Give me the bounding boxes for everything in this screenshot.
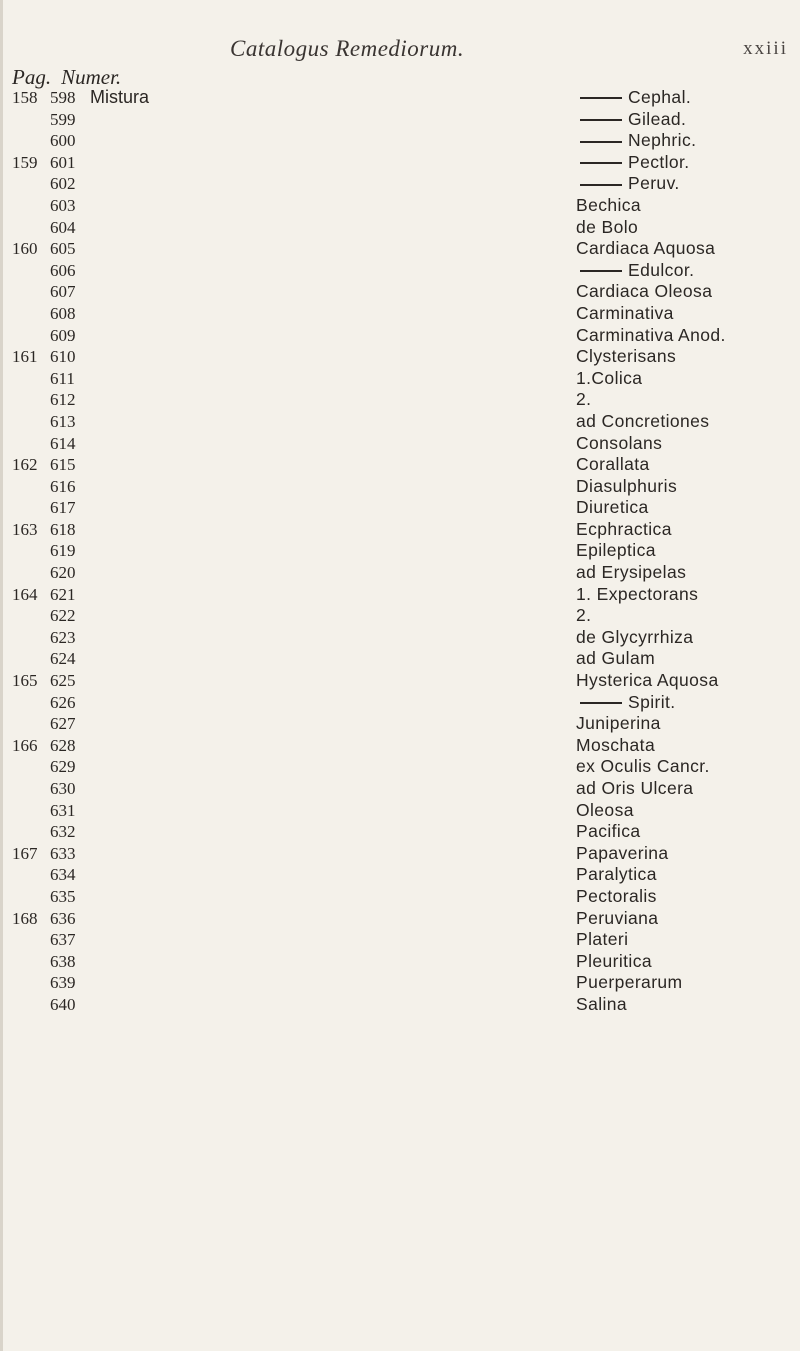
remedy-name-cell [576, 908, 658, 930]
remedy-name-cell [576, 713, 661, 735]
remedy-name: Carminativa Anod. [576, 324, 726, 345]
list-item [0, 713, 800, 735]
entry-number: 601 [50, 152, 76, 172]
entry-number: 618 [50, 519, 76, 539]
remedy-name-cell [576, 476, 677, 498]
remedy-name: Moschata [576, 734, 656, 755]
ditto-dash [580, 119, 622, 121]
remedy-name: Diuretica [576, 497, 649, 518]
entry-number: 620 [50, 563, 76, 583]
remedy-name-cell [576, 756, 710, 778]
page-ref: 162 [12, 455, 38, 475]
list-item [0, 908, 800, 930]
remedy-name: Cephal. [628, 87, 692, 107]
remedy-name-cell [576, 497, 649, 519]
list-item [0, 756, 800, 778]
remedy-name: Nephric. [628, 130, 697, 151]
entry-number: 640 [50, 994, 76, 1014]
page-ref: 158 [12, 88, 38, 107]
ditto-dash [580, 702, 622, 704]
remedy-name: Epileptica [576, 540, 656, 561]
list-item [0, 346, 800, 368]
remedy-name: Pleuritica [576, 950, 652, 971]
list-item [0, 173, 800, 195]
remedy-name-cell [576, 281, 712, 303]
remedy-name: Paralytica [576, 864, 657, 885]
list-item [0, 778, 800, 800]
entry-number: 631 [50, 800, 76, 820]
remedy-name-cell [576, 584, 698, 606]
list-item [0, 886, 800, 908]
remedy-name-cell [576, 843, 669, 865]
remedy-name-cell [576, 454, 650, 476]
list-item [0, 519, 800, 541]
remedy-name-cell [576, 217, 638, 239]
remedy-name-cell [580, 109, 686, 131]
remedy-name-cell [576, 303, 674, 325]
remedy-name: Pectoralis [576, 885, 657, 906]
remedy-name: Corallata [576, 454, 650, 475]
remedy-name: Edulcor. [628, 259, 695, 280]
entry-number: 600 [50, 131, 76, 151]
list-item [0, 454, 800, 476]
page-number: xxiii [743, 38, 788, 59]
entry-number: 630 [50, 779, 76, 798]
remedy-name: Consolans [576, 432, 663, 453]
entry-number: 603 [50, 195, 76, 215]
ditto-dash [580, 141, 622, 143]
list-item [0, 497, 800, 519]
remedy-name: Cardiaca Aquosa [576, 238, 716, 259]
list-item [0, 260, 800, 282]
page-ref: 161 [12, 347, 38, 367]
remedy-name-cell [580, 152, 690, 174]
entry-number: 626 [50, 692, 76, 712]
remedy-name-cell [576, 627, 693, 649]
entry-number: 607 [50, 282, 76, 302]
page-ref: 163 [12, 519, 38, 539]
entry-number: 621 [50, 584, 76, 604]
list-item [0, 843, 800, 865]
list-item [0, 109, 800, 131]
entry-number: 634 [50, 865, 76, 885]
remedy-name: Peruviana [576, 907, 659, 928]
entry-number: 622 [50, 606, 76, 626]
list-item [0, 605, 800, 627]
remedy-name: 1. Expectorans [576, 583, 699, 604]
remedy-name: Gilead. [628, 108, 687, 129]
list-item [0, 217, 800, 239]
list-item [0, 325, 800, 347]
list-item [0, 87, 800, 109]
list-item [0, 476, 800, 498]
list-item [0, 303, 800, 325]
remedy-list [0, 87, 800, 1016]
remedy-name-cell [576, 994, 627, 1016]
entry-number: 599 [50, 109, 76, 129]
remedy-name: Bechica [576, 194, 642, 215]
remedy-name: Spirit. [628, 691, 676, 712]
list-item [0, 972, 800, 994]
entry-number: 633 [50, 843, 76, 863]
list-item [0, 821, 800, 843]
entry-number: 606 [50, 260, 76, 280]
entry-number: 632 [50, 822, 76, 842]
remedy-name-cell [576, 972, 683, 994]
ditto-dash [580, 162, 622, 164]
numer-column-label: Numer. [61, 65, 122, 89]
entry-number: 636 [50, 908, 76, 928]
entry-number: 639 [50, 973, 76, 993]
remedy-name: Carminativa [576, 302, 674, 323]
remedy-name: 2. [576, 605, 592, 626]
entry-number: 624 [50, 649, 76, 669]
remedy-name-cell [576, 195, 641, 217]
remedy-name-cell [576, 540, 656, 562]
remedy-name: Juniperina [576, 713, 661, 734]
remedy-name: de Glycyrrhiza [576, 626, 694, 647]
entry-number: 613 [50, 411, 76, 431]
entry-number: 604 [50, 217, 76, 237]
list-item [0, 627, 800, 649]
entry-number: 609 [50, 325, 76, 345]
entry-number: 612 [50, 390, 76, 410]
remedy-name: de Bolo [576, 216, 639, 237]
entry-number: 637 [50, 930, 76, 950]
list-item [0, 735, 800, 757]
remedy-name-cell [576, 929, 628, 951]
section-label: Mistura [90, 87, 150, 107]
list-item [0, 152, 800, 174]
remedy-name-cell [576, 951, 652, 973]
remedy-name: Salina [576, 993, 628, 1014]
entry-number: 638 [50, 951, 76, 971]
remedy-name-cell [576, 864, 657, 886]
remedy-name: ad Gulam [576, 648, 656, 669]
remedy-name: Clysterisans [576, 346, 677, 367]
remedy-name-cell [576, 605, 591, 627]
list-item [0, 648, 800, 670]
remedy-name: Pectlor. [628, 151, 690, 172]
list-item [0, 540, 800, 562]
remedy-name-cell [576, 346, 676, 368]
entry-number: 625 [50, 671, 76, 691]
remedy-name-cell [576, 821, 640, 843]
list-item [0, 389, 800, 411]
remedy-name: Peruv. [628, 173, 680, 194]
page-ref: 160 [12, 239, 38, 259]
page-ref: 159 [12, 152, 38, 172]
entry-number: 628 [50, 735, 76, 755]
entry-number: 617 [50, 498, 76, 518]
remedy-name-cell [576, 562, 686, 584]
remedy-name-cell [580, 87, 691, 109]
remedy-name-cell [580, 692, 676, 714]
remedy-name: Papaverina [576, 842, 669, 863]
list-item [0, 929, 800, 951]
remedy-name: Plateri [576, 929, 629, 950]
remedy-name: Diasulphuris [576, 475, 678, 496]
remedy-name: Oleosa [576, 799, 634, 820]
entry-number: 616 [50, 476, 76, 496]
page-ref: 166 [12, 735, 38, 755]
list-item [0, 562, 800, 584]
remedy-name: 1.Colica [576, 367, 643, 388]
remedy-name: ex Oculis Cancr. [576, 756, 710, 777]
list-item [0, 670, 800, 692]
remedy-name-cell [576, 735, 655, 757]
page-ref: 168 [12, 908, 38, 928]
list-item [0, 195, 800, 217]
list-item [0, 994, 800, 1016]
list-item [0, 238, 800, 260]
ditto-dash [580, 184, 622, 186]
pag-column-label: Pag. [12, 65, 52, 89]
list-item [0, 281, 800, 303]
entry-number: 635 [50, 886, 76, 906]
entry-number: 608 [50, 303, 76, 323]
remedy-name-cell [576, 238, 715, 260]
entry-number: 602 [50, 174, 76, 194]
remedy-name-cell [576, 433, 662, 455]
entry-number: 610 [50, 347, 76, 367]
entry-number: 629 [50, 757, 76, 777]
remedy-name: ad Concretiones [576, 410, 710, 431]
list-item [0, 800, 800, 822]
remedy-name-cell [580, 260, 694, 282]
entry-number: 627 [50, 714, 76, 734]
entry-number: 619 [50, 541, 76, 561]
remedy-name-cell [576, 389, 591, 411]
entry-number: 615 [50, 455, 76, 475]
list-item [0, 368, 800, 390]
remedy-name-cell [580, 130, 696, 152]
page-ref: 165 [12, 671, 38, 691]
remedy-name-cell [576, 670, 719, 692]
remedy-name-cell [576, 886, 657, 908]
page-ref: 167 [12, 843, 38, 863]
list-item [0, 864, 800, 886]
page-title: Catalogus Remediorum. [230, 36, 465, 61]
entry-number: 598 [50, 88, 76, 107]
ditto-dash [580, 97, 622, 99]
page-ref: 164 [12, 584, 38, 604]
ditto-dash [580, 270, 622, 272]
remedy-name-cell [576, 648, 655, 670]
remedy-name-cell [576, 519, 672, 541]
remedy-name-cell [576, 411, 709, 433]
remedy-name: Pacifica [576, 821, 641, 842]
remedy-name-cell [576, 800, 634, 822]
remedy-name: Ecphractica [576, 518, 672, 539]
entry-number: 614 [50, 433, 76, 453]
remedy-name: ad Oris Ulcera [576, 778, 694, 798]
remedy-name-cell [576, 368, 642, 390]
entry-number: 623 [50, 627, 76, 647]
list-item [0, 130, 800, 152]
list-item [0, 584, 800, 606]
entry-number: 605 [50, 239, 76, 259]
list-item [0, 951, 800, 973]
remedy-name-cell [576, 325, 726, 347]
list-item [0, 692, 800, 714]
remedy-name: 2. [576, 389, 592, 410]
remedy-name: ad Erysipelas [576, 562, 687, 583]
remedy-name: Hysterica Aquosa [576, 670, 719, 691]
remedy-name-cell [580, 173, 680, 195]
remedy-name-cell [576, 778, 693, 800]
list-item [0, 411, 800, 433]
list-item [0, 433, 800, 455]
entry-number: 611 [50, 368, 75, 388]
remedy-name: Cardiaca Oleosa [576, 281, 713, 302]
remedy-name: Puerperarum [576, 972, 683, 993]
